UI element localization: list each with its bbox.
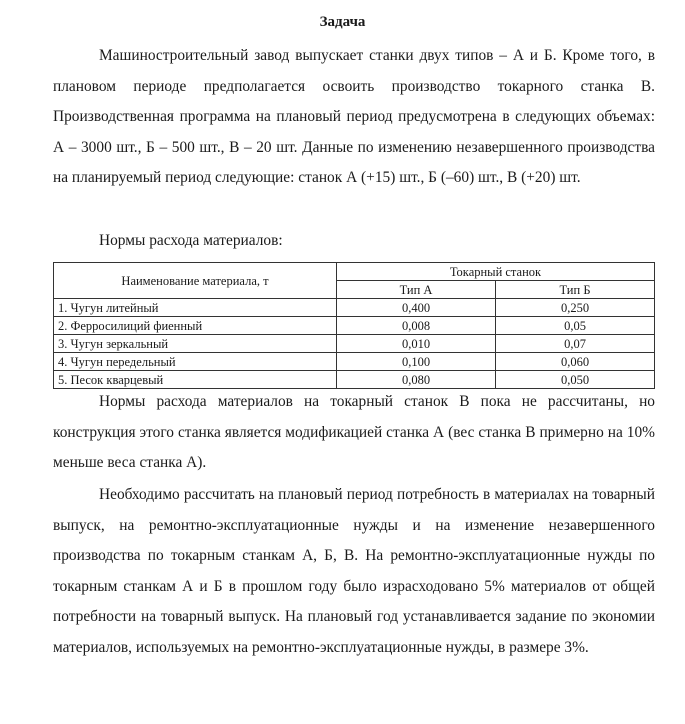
material-name: 3. Чугун зеркальный [54,335,337,353]
norm-type-a: 0,080 [337,371,496,389]
task-paragraph-1: Машиностроительный завод выпускает станки двух типов – А и Б. Кроме того, в плановом периоде предполагается освоить производство токарного станка В. Производственная программа на плановый период предусмотрена в следующих объемах: А – 3000 шт., Б – 500 шт., В – 20 шт. Данные по изменению незавершенного производства на планируемый период следующие: станок А (+15) шт., Б (–60) шт., В (+20) шт. [53,47,655,186]
header-type-a: Тип А [337,281,496,299]
table-row [54,317,655,335]
norm-type-b: 0,050 [496,371,655,389]
norm-type-a: 0,010 [337,335,496,353]
norm-type-a: 0,100 [337,353,496,371]
table-caption: Нормы расхода материалов: [99,232,283,249]
table-row [54,371,655,389]
header-lathe-group: Токарный станок [337,263,655,281]
norm-type-b: 0,05 [496,317,655,335]
material-name: 4. Чугун передельный [54,353,337,371]
norm-type-b: 0,250 [496,299,655,317]
norm-type-a: 0,400 [337,299,496,317]
document-title: Задача [319,14,366,30]
materials-norms-table [53,262,655,389]
material-name: 1. Чугун литейный [54,299,337,317]
table-row [54,335,655,353]
material-name: 5. Песок кварцевый [54,371,337,389]
norm-type-b: 0,07 [496,335,655,353]
table-row [54,353,655,371]
table-row [54,299,655,317]
material-name: 2. Ферросилиций фиенный [54,317,337,335]
norm-type-b: 0,060 [496,353,655,371]
task-paragraph-3: Необходимо рассчитать на плановый период потребность в материалах на товарный выпуск, на ремонтно-эксплуатационные нужды и на изменение незавершенного производства по токарным станкам А, Б, В. На ремонтно-эксплуатационные нужды по токарным станкам А и Б в прошлом году было израсходовано 5% материалов от общей потребности на товарный выпуск. На плановый год устанавливается задание по экономии материалов, используемых на ремонтно-эксплуатационные нужды, в размере 3%. [53,486,655,656]
norm-type-a: 0,008 [337,317,496,335]
table-header-row [54,263,655,281]
header-material: Наименование материала, т [54,263,337,299]
task-paragraph-2: Нормы расхода материалов на токарный станок В пока не рассчитаны, но конструкция этого станка является модификацией станка А (вес станка В примерно на 10% меньше веса станка А). [53,393,655,471]
header-type-b: Тип Б [496,281,655,299]
